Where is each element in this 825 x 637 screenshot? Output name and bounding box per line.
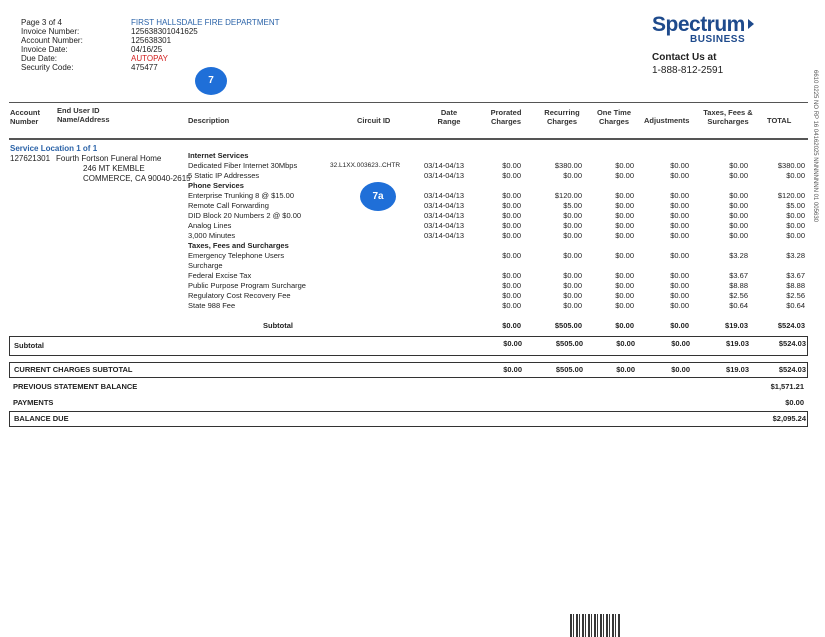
subtotal-total: $524.03 <box>778 339 806 348</box>
line-item-total: $3.67 <box>786 271 805 280</box>
col-total: TOTAL <box>767 116 792 125</box>
side-barcode-text: 6610 0225 NO RP 16 04162025 NNNNNNNN 01 005630 <box>812 70 818 222</box>
invoice-number: 125638301041625 <box>131 27 198 36</box>
line-item-tax: $0.64 <box>729 301 748 310</box>
line-item-description: Surcharge <box>188 261 223 270</box>
line-item-tax: $0.00 <box>729 231 748 240</box>
line-item-recurring: $0.00 <box>563 281 582 290</box>
service-location-title: Service Location 1 of 1 <box>10 144 98 153</box>
line-item-recurring: $5.00 <box>563 201 582 210</box>
line-item-one-time: $0.00 <box>615 231 634 240</box>
line-item-adj: $0.00 <box>670 301 689 310</box>
line-item-adj: $0.00 <box>670 161 689 170</box>
location-subtotal-total: $524.03 <box>777 321 805 330</box>
line-item-row <box>0 171 825 181</box>
section-heading-row <box>0 181 825 191</box>
end-user-address-2: COMMERCE, CA 90040-2615 <box>83 174 191 183</box>
section-heading-row <box>0 241 825 251</box>
line-item-date-range: 03/14-04/13 <box>424 201 465 210</box>
line-item-recurring: $120.00 <box>554 191 582 200</box>
line-item-tax: $0.00 <box>729 211 748 220</box>
col-circuit-id: Circuit ID <box>357 116 391 125</box>
line-item-total: $8.88 <box>786 281 805 290</box>
invoice-header-values <box>131 18 279 72</box>
security-code-label: Security Code: <box>21 63 74 72</box>
line-item-tax: $3.67 <box>729 271 748 280</box>
current-charges-taxes: $19.03 <box>726 365 749 374</box>
callout-badge-7: 7 <box>195 67 227 95</box>
location-subtotal-recurring: $505.00 <box>554 321 582 330</box>
line-item-prorated: $0.00 <box>502 231 521 240</box>
line-item-row <box>0 261 825 271</box>
line-item-row <box>0 221 825 231</box>
balance-due-box <box>9 411 808 427</box>
line-item-prorated: $0.00 <box>502 201 521 210</box>
line-item-date-range: 03/14-04/13 <box>424 211 465 220</box>
line-item-description: Public Purpose Program Surcharge <box>188 281 306 290</box>
line-item-adj: $0.00 <box>670 191 689 200</box>
current-charges-box <box>9 362 808 378</box>
current-charges-adjustments: $0.00 <box>671 365 690 374</box>
line-item-adj: $0.00 <box>670 171 689 180</box>
line-item-row <box>0 281 825 291</box>
balance-due-value: $2,095.24 <box>772 414 806 423</box>
balance-due-label: BALANCE DUE <box>14 414 69 423</box>
line-item-row <box>0 251 825 261</box>
line-item-adj: $0.00 <box>670 231 689 240</box>
line-item-description: Regulatory Cost Recovery Fee <box>188 291 291 300</box>
due-date-label: Due Date: <box>21 54 58 63</box>
header-bottom-rule <box>9 138 808 140</box>
line-item-prorated: $0.00 <box>502 211 521 220</box>
line-item-adj: $0.00 <box>670 211 689 220</box>
location-subtotal-prorated: $0.00 <box>502 321 521 330</box>
line-item-row <box>0 291 825 301</box>
line-item-total: $3.28 <box>786 251 805 260</box>
line-item-adj: $0.00 <box>670 201 689 210</box>
col-prorated: Prorated Charges <box>490 108 522 126</box>
line-item-description: Enterprise Trunking 8 @ $15.00 <box>188 191 295 200</box>
line-item-prorated: $0.00 <box>502 251 521 260</box>
line-item-recurring: $0.00 <box>563 251 582 260</box>
payments-value: $0.00 <box>785 398 804 407</box>
line-item-description: Emergency Telephone Users <box>188 251 285 260</box>
col-adjustments: Adjustments <box>644 116 690 125</box>
account-number-label: Account Number: <box>21 36 83 45</box>
line-item-one-time: $0.00 <box>615 271 634 280</box>
line-item-prorated: $0.00 <box>502 281 521 290</box>
col-taxes: Taxes, Fees & Surcharges <box>703 108 753 126</box>
col-date-range: Date Range <box>437 108 461 126</box>
line-item-prorated: $0.00 <box>502 161 521 170</box>
col-end-user: End User ID Name/Address <box>57 106 110 124</box>
line-item-description: 5 Static IP Addresses <box>188 171 260 180</box>
section-heading: Internet Services <box>188 151 249 160</box>
line-item-description: DID Block 20 Numbers 2 @ $0.00 <box>188 211 302 220</box>
line-item-total: $120.00 <box>777 191 805 200</box>
line-item-prorated: $0.00 <box>502 171 521 180</box>
invoice-date: 04/16/25 <box>131 45 163 54</box>
line-item-row <box>0 301 825 311</box>
line-item-adj: $0.00 <box>670 281 689 290</box>
end-user-address-1: 246 MT KEMBLE <box>83 164 145 173</box>
line-item-row <box>0 201 825 211</box>
current-charges-prorated: $0.00 <box>503 365 522 374</box>
previous-balance-value: $1,571.21 <box>770 382 804 391</box>
line-item-tax: $0.00 <box>729 171 748 180</box>
line-item-prorated: $0.00 <box>502 271 521 280</box>
end-user-account: 127621301 <box>10 154 51 163</box>
line-item-prorated: $0.00 <box>502 221 521 230</box>
line-item-description: Federal Excise Tax <box>188 271 252 280</box>
section-heading: Taxes, Fees and Surcharges <box>188 241 289 250</box>
account-number: 125638301 <box>131 36 172 45</box>
line-item-tax: $0.00 <box>729 201 748 210</box>
line-item-total: $2.56 <box>786 291 805 300</box>
payments-label: PAYMENTS <box>13 398 54 407</box>
subtotal-adjustments: $0.00 <box>671 339 690 348</box>
location-subtotal-label: Subtotal <box>263 321 293 330</box>
line-item-row <box>0 191 825 201</box>
subtotal-one-time: $0.00 <box>616 339 635 348</box>
line-item-date-range: 03/14-04/13 <box>424 221 465 230</box>
current-charges-recurring: $505.00 <box>555 365 583 374</box>
current-charges-total: $524.03 <box>778 365 806 374</box>
line-item-row <box>0 211 825 221</box>
subtotal-taxes: $19.03 <box>726 339 749 348</box>
line-item-tax: $0.00 <box>729 161 748 170</box>
location-subtotal-adjustments: $0.00 <box>670 321 689 330</box>
col-account-number: Account Number <box>10 108 40 126</box>
security-code: 475477 <box>131 63 158 72</box>
spectrum-business-logo <box>652 13 762 45</box>
due-date: AUTOPAY <box>131 54 168 63</box>
barcode-image <box>570 614 620 637</box>
line-item-description: Analog Lines <box>188 221 232 230</box>
line-item-prorated: $0.00 <box>502 301 521 310</box>
location-subtotal-row <box>0 321 825 331</box>
col-recurring: Recurring Charges <box>544 108 580 126</box>
location-subtotal-taxes: $19.03 <box>725 321 748 330</box>
line-item-description: 3,000 Minutes <box>188 231 236 240</box>
line-item-one-time: $0.00 <box>615 191 634 200</box>
line-item-recurring: $0.00 <box>563 211 582 220</box>
line-item-one-time: $0.00 <box>615 161 634 170</box>
section-heading-row <box>0 151 825 161</box>
current-charges-label: CURRENT CHARGES SUBTOTAL <box>14 365 133 374</box>
line-item-total: $380.00 <box>777 161 805 170</box>
logo-arrow-icon <box>748 19 754 29</box>
line-item-prorated: $0.00 <box>502 191 521 200</box>
line-item-description: State 988 Fee <box>188 301 236 310</box>
logo-subtitle: BUSINESS <box>690 34 746 45</box>
line-item-one-time: $0.00 <box>615 201 634 210</box>
line-item-circuit-id: 32.L1XX.003623..CHTR <box>330 162 401 169</box>
callout-badge-7a: 7a <box>360 182 396 211</box>
line-item-recurring: $0.00 <box>563 171 582 180</box>
previous-balance-label: PREVIOUS STATEMENT BALANCE <box>13 382 138 391</box>
end-user-name: Fourth Fortson Funeral Home <box>56 154 162 163</box>
line-item-one-time: $0.00 <box>615 221 634 230</box>
line-item-tax: $8.88 <box>729 281 748 290</box>
line-item-description: Remote Call Forwarding <box>188 201 269 210</box>
line-item-description: Dedicated Fiber Internet 30Mbps <box>188 161 298 170</box>
section-heading: Phone Services <box>188 181 244 190</box>
logo-wordmark: Spectrum <box>652 13 745 36</box>
line-item-tax: $3.28 <box>729 251 748 260</box>
line-item-one-time: $0.00 <box>615 211 634 220</box>
line-item-recurring: $0.00 <box>563 271 582 280</box>
line-item-tax: $0.00 <box>729 191 748 200</box>
line-item-recurring: $0.00 <box>563 231 582 240</box>
line-item-total: $5.00 <box>786 201 805 210</box>
line-item-prorated: $0.00 <box>502 291 521 300</box>
line-item-date-range: 03/14-04/13 <box>424 191 465 200</box>
subtotal-box <box>9 336 808 356</box>
line-item-row <box>0 271 825 281</box>
line-item-recurring: $380.00 <box>554 161 582 170</box>
header-top-rule <box>9 102 808 103</box>
line-item-row <box>0 231 825 241</box>
line-item-one-time: $0.00 <box>615 171 634 180</box>
line-item-date-range: 03/14-04/13 <box>424 231 465 240</box>
line-item-date-range: 03/14-04/13 <box>424 161 465 170</box>
line-item-recurring: $0.00 <box>563 221 582 230</box>
subtotal-recurring: $505.00 <box>555 339 583 348</box>
line-item-total: $0.00 <box>786 221 805 230</box>
invoice-header-labels <box>21 18 83 72</box>
line-item-total: $0.00 <box>786 231 805 240</box>
line-item-adj: $0.00 <box>670 251 689 260</box>
line-item-one-time: $0.00 <box>615 291 634 300</box>
line-item-one-time: $0.00 <box>615 281 634 290</box>
subtotal-prorated: $0.00 <box>503 339 522 348</box>
previous-balance-row <box>9 380 806 394</box>
col-description: Description <box>188 116 230 125</box>
line-item-total: $0.00 <box>786 211 805 220</box>
contact-title: Contact Us at <box>652 52 717 63</box>
company-name: FIRST HALLSDALE FIRE DEPARTMENT <box>131 18 280 27</box>
subtotal-label: Subtotal <box>14 341 44 350</box>
location-subtotal-one-time: $0.00 <box>615 321 634 330</box>
invoice-date-label: Invoice Date: <box>21 45 68 54</box>
line-item-recurring: $0.00 <box>563 291 582 300</box>
line-item-tax: $0.00 <box>729 221 748 230</box>
current-charges-one-time: $0.00 <box>616 365 635 374</box>
line-item-total: $0.64 <box>786 301 805 310</box>
line-item-adj: $0.00 <box>670 221 689 230</box>
line-item-adj: $0.00 <box>670 291 689 300</box>
line-item-one-time: $0.00 <box>615 251 634 260</box>
invoice-number-label: Invoice Number: <box>21 27 80 36</box>
contact-phone: 1-888-812-2591 <box>652 65 724 76</box>
line-item-recurring: $0.00 <box>563 301 582 310</box>
payments-row <box>9 396 806 410</box>
line-item-row <box>0 161 825 171</box>
line-item-adj: $0.00 <box>670 271 689 280</box>
line-item-total: $0.00 <box>786 171 805 180</box>
line-item-date-range: 03/14-04/13 <box>424 171 465 180</box>
page-indicator: Page 3 of 4 <box>21 18 62 27</box>
line-item-tax: $2.56 <box>729 291 748 300</box>
col-one-time: One Time Charges <box>596 108 632 126</box>
line-item-one-time: $0.00 <box>615 301 634 310</box>
